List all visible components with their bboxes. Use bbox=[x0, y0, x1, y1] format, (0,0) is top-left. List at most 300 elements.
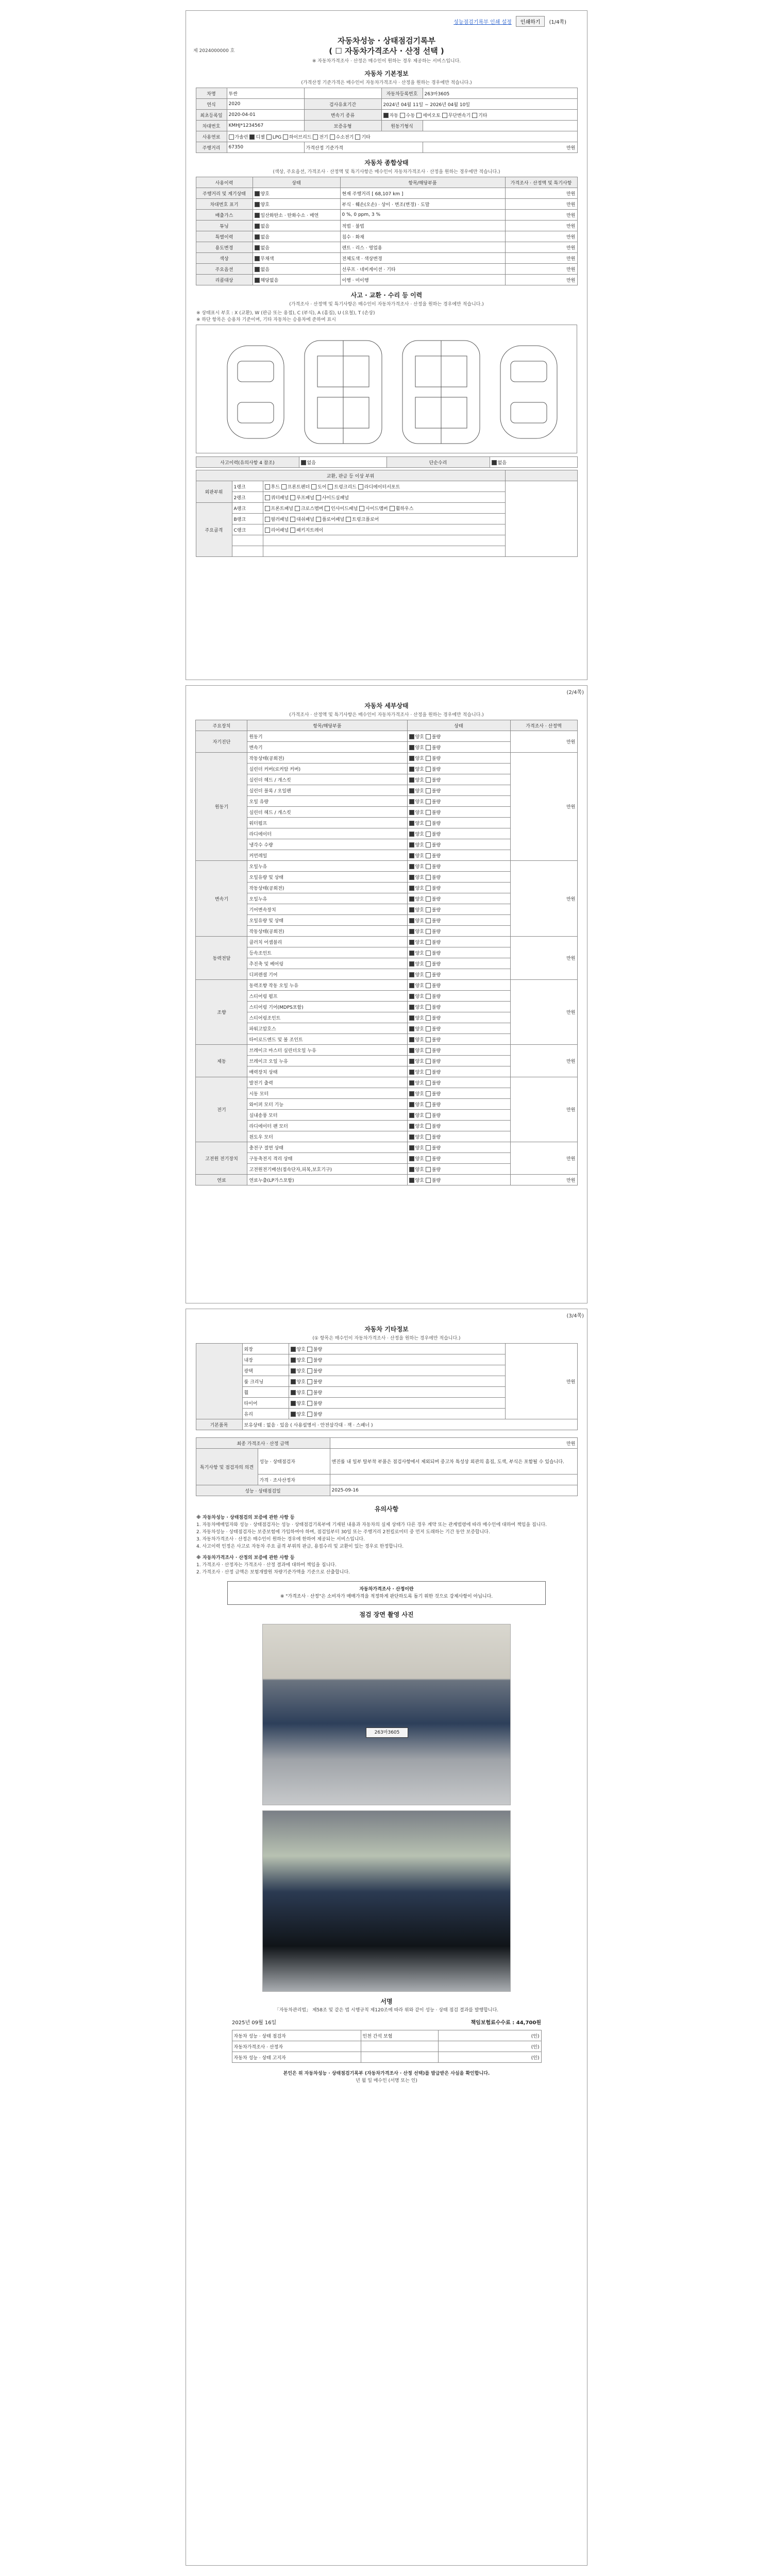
checkbox-icon bbox=[255, 213, 260, 218]
sign-title: 서명 bbox=[380, 1998, 393, 2005]
checkbox-icon bbox=[291, 1358, 296, 1363]
extra-state: 양호 불량 bbox=[289, 1409, 505, 1419]
detail-item: 배력장치 상태 bbox=[247, 1066, 407, 1077]
rank-c-label: C랭크 bbox=[232, 524, 263, 535]
detail-state: 양호 불량 bbox=[407, 1045, 510, 1056]
rank-1-label: 1랭크 bbox=[232, 481, 263, 492]
table-row bbox=[196, 231, 577, 242]
checkbox-icon bbox=[266, 134, 272, 140]
fuel-options: 가솔린 디젤 LPG 하이브리드 전기 수소전기 기타 bbox=[227, 131, 577, 142]
detail-item: 실내송풍 모터 bbox=[247, 1110, 407, 1121]
status-table bbox=[196, 177, 578, 285]
notice-p3: 3. 자동차가격조사 · 산정은 매수인이 원하는 경우에 한하여 제공되는 서비스입니다. bbox=[196, 1537, 365, 1542]
status-state: 없음 bbox=[253, 221, 340, 231]
checkbox-icon bbox=[255, 245, 260, 250]
checkbox-icon bbox=[255, 234, 260, 240]
vin-label: 차대번호 bbox=[196, 121, 227, 131]
detail-item: 충전구 절연 상태 bbox=[247, 1142, 407, 1153]
rank-a-label: A랭크 bbox=[232, 503, 263, 514]
checkbox-icon bbox=[426, 1178, 431, 1183]
checkbox-icon bbox=[409, 842, 414, 848]
detail-state: 양호 불량 bbox=[407, 1088, 510, 1099]
detail-item: 실린더 블록 / 오일팬 bbox=[247, 785, 407, 796]
detail-table bbox=[195, 720, 577, 1185]
checkbox-icon bbox=[426, 745, 431, 750]
detail-state: 양호 불량 bbox=[407, 807, 510, 818]
detail-item: 커먼레일 bbox=[247, 850, 407, 861]
checkbox-icon bbox=[426, 918, 431, 923]
checkbox-icon bbox=[426, 886, 431, 891]
title-line-2: ( ☐ 자동차가격조사 · 산정 선택 ) bbox=[329, 46, 444, 56]
detail-item: 디퍼렌셜 기어 bbox=[247, 969, 407, 980]
extra-item: 외장 bbox=[242, 1344, 289, 1354]
detail-item: 오일유량 및 상태 bbox=[247, 872, 407, 883]
sign-date: 2025년 09월 16일 bbox=[232, 2020, 277, 2026]
status-detail: 전체도색 · 색상변경 bbox=[340, 253, 505, 264]
table-row bbox=[196, 188, 577, 199]
checkbox-icon bbox=[291, 1412, 296, 1417]
checkbox-icon bbox=[291, 1401, 296, 1406]
extra-state: 양호 불량 bbox=[289, 1344, 505, 1354]
extra-item: 유리 bbox=[242, 1409, 289, 1419]
detail-item: 오일유량 및 상태 bbox=[247, 915, 407, 926]
sign-date-row bbox=[232, 2018, 541, 2026]
checkbox-icon bbox=[426, 842, 431, 848]
checkbox-icon bbox=[409, 896, 414, 902]
table-row bbox=[196, 1175, 577, 1185]
status-item: 색상 bbox=[196, 253, 253, 264]
detail-state: 양호 불량 bbox=[407, 926, 510, 937]
rank-a-parts: 프론트패널 크로스멤버 인사이드패널 사이드멤버 휠하우스 bbox=[263, 503, 505, 514]
status-state: 해당없음 bbox=[253, 275, 340, 285]
checkbox-icon bbox=[409, 972, 414, 977]
extra-group bbox=[196, 1344, 242, 1419]
document-note: ※ 자동차가격조사 · 산정은 매수인이 원하는 경우 제공하는 서비스입니다. bbox=[312, 59, 461, 64]
checkbox-icon bbox=[426, 767, 431, 772]
notice-p1: 1. 자동차매매업자와 성능 · 상태점검자는 성능 · 상태점검기록부에 기재된 내용과 자동차의 실제 상태가 다른 경우 계약 또는 관계법령에 따라 매수인에 대하여 책임을 집니다. bbox=[196, 1522, 547, 1528]
year-label: 연식 bbox=[196, 99, 227, 110]
detail-group: 변속기 bbox=[196, 861, 247, 937]
form-number: 제 2024000000 호 bbox=[193, 48, 235, 54]
detail-state: 양호 불량 bbox=[407, 958, 510, 969]
checkbox-icon bbox=[426, 756, 431, 761]
checkbox-icon bbox=[426, 821, 431, 826]
table-row bbox=[196, 275, 577, 285]
page-number: (3/4쪽) bbox=[566, 1313, 584, 1319]
table-row bbox=[196, 720, 577, 731]
detail-item: 구동축전지 격리 상태 bbox=[247, 1153, 407, 1164]
detail-col-price: 가격조사 · 산정액 bbox=[510, 720, 577, 731]
detail-price: 만원 bbox=[510, 861, 577, 937]
checkbox-icon bbox=[409, 1178, 414, 1183]
detail-state: 양호 불량 bbox=[407, 774, 510, 785]
detail-group: 제동 bbox=[196, 1045, 247, 1077]
checkbox-icon bbox=[409, 994, 414, 999]
status-item: 차대번호 표기 bbox=[196, 199, 253, 210]
checkbox-icon bbox=[426, 1124, 431, 1129]
top-toolbar bbox=[453, 16, 566, 27]
page-1 bbox=[186, 10, 587, 680]
detail-item: 타이로드엔드 및 볼 조인트 bbox=[247, 1034, 407, 1045]
detail-state: 양호 불량 bbox=[407, 915, 510, 926]
table-row bbox=[232, 2030, 541, 2041]
checkbox-icon bbox=[291, 1347, 296, 1352]
status-price: 만원 bbox=[505, 275, 577, 285]
detail-state: 양호 불량 bbox=[407, 785, 510, 796]
extra-rows bbox=[196, 1344, 577, 1419]
extra-item: 룸 크리닝 bbox=[242, 1376, 289, 1387]
checkbox-icon bbox=[426, 810, 431, 815]
table-row bbox=[196, 99, 577, 110]
checkbox-icon bbox=[426, 832, 431, 837]
status-price: 만원 bbox=[505, 242, 577, 253]
detail-title: 자동차 세부상태 bbox=[364, 702, 409, 709]
status-col-detail: 항목/해당부품 bbox=[340, 177, 505, 188]
detail-state: 양호 불량 bbox=[407, 1153, 510, 1164]
checkbox-icon bbox=[255, 278, 260, 283]
checkbox-icon bbox=[426, 875, 431, 880]
period-label: 검사유효기간 bbox=[304, 99, 381, 110]
detail-state: 양호 불량 bbox=[407, 883, 510, 893]
mileage-value: 67350 bbox=[227, 142, 304, 153]
detail-price: 만원 bbox=[510, 1045, 577, 1077]
checkbox-icon bbox=[409, 788, 414, 793]
checkbox-icon bbox=[409, 1037, 414, 1042]
checkbox-icon bbox=[313, 134, 318, 140]
accident-note-3: ※ 하단 항목은 승용차 기준이며, 기타 자동차는 승용차에 준하여 표시 bbox=[196, 317, 336, 323]
detail-item: 변속기 bbox=[247, 742, 407, 753]
table-row bbox=[196, 470, 577, 481]
rank-2-parts: 쿼터패널 루프패널 사이드실패널 bbox=[263, 492, 505, 503]
checkbox-icon bbox=[409, 1059, 414, 1064]
status-detail: 선루프 · 네비게이션 · 기타 bbox=[340, 264, 505, 275]
checkbox-icon bbox=[426, 1005, 431, 1010]
detail-item: 발전기 출력 bbox=[247, 1077, 407, 1088]
detail-item: 작동상태(공회전) bbox=[247, 753, 407, 764]
table-row bbox=[196, 88, 577, 99]
detail-state: 양호 불량 bbox=[407, 969, 510, 980]
detail-state: 양호 불량 bbox=[407, 1034, 510, 1045]
car-name-value: 투싼 bbox=[227, 88, 304, 99]
page-3 bbox=[186, 1309, 587, 2566]
status-detail: 0 %, 0 ppm, 3 % bbox=[340, 210, 505, 221]
first-reg-value: 2020-04-01 bbox=[227, 110, 304, 121]
detail-state: 양호 불량 bbox=[407, 937, 510, 947]
checkbox-icon bbox=[426, 896, 431, 902]
table-row bbox=[232, 2052, 541, 2063]
pricer-label: 가격 · 조사산정자 bbox=[258, 1475, 330, 1485]
checkbox-icon bbox=[291, 1368, 296, 1374]
checkbox-icon bbox=[426, 907, 431, 912]
detail-col-main: 주요장치 bbox=[196, 720, 247, 731]
checkbox-icon bbox=[409, 756, 414, 761]
checkbox-icon bbox=[409, 1134, 414, 1140]
checkbox-icon bbox=[426, 951, 431, 956]
status-state: 양호 bbox=[253, 188, 340, 199]
table-row bbox=[196, 121, 577, 131]
checkbox-icon bbox=[409, 1167, 414, 1172]
checkbox-icon bbox=[409, 1080, 414, 1086]
detail-group: 연료 bbox=[196, 1175, 247, 1185]
status-item: 용도변경 bbox=[196, 242, 253, 253]
checkbox-icon bbox=[307, 1412, 312, 1417]
checkbox-icon bbox=[409, 853, 414, 858]
inspector-note: 엔진룸 내 일부 탈부착 부품은 점검사항에서 제외되며 중고차 특성상 외관의 흠집, 도색, 부식은 포함될 수 있습니다. bbox=[330, 1449, 577, 1475]
detail-state: 양호 불량 bbox=[407, 850, 510, 861]
inspector-label: 성능 · 상태점검자 bbox=[258, 1449, 330, 1475]
status-col-item: 사용이력 bbox=[196, 177, 253, 188]
detail-item: 실린더 커버(로커암 커버) bbox=[247, 764, 407, 774]
detail-state: 양호 불량 bbox=[407, 980, 510, 991]
status-state: 무채색 bbox=[253, 253, 340, 264]
checkbox-icon bbox=[409, 799, 414, 804]
checkbox-icon bbox=[409, 951, 414, 956]
sign-seller: 자동차 성능 · 상태 고지자 bbox=[232, 2052, 361, 2063]
checkbox-icon bbox=[409, 940, 414, 945]
checkbox-icon bbox=[426, 983, 431, 988]
table-row bbox=[196, 264, 577, 275]
outer-panel-label: 외판부위 bbox=[196, 481, 232, 503]
status-note: (색상, 주요옵션, 가격조사 · 산정액 및 특기사항은 매수인이 자동차가격조사 · 산정을 원하는 경우에만 적습니다.) bbox=[273, 170, 500, 175]
basic-info-table bbox=[196, 88, 578, 153]
status-item: 배출가스 bbox=[196, 210, 253, 221]
checkbox-icon bbox=[409, 832, 414, 837]
rank-2-label: 2랭크 bbox=[232, 492, 263, 503]
detail-item: 등속조인트 bbox=[247, 947, 407, 958]
detail-state: 양호 불량 bbox=[407, 1164, 510, 1175]
rank-c-parts: 리어패널 패키지트레이 bbox=[263, 524, 505, 535]
detail-state: 양호 불량 bbox=[407, 1077, 510, 1088]
status-detail: 부식 · 훼손(오손) · 상이 · 변조(변경) · 도말 bbox=[340, 199, 505, 210]
sign-seal: (인) bbox=[438, 2041, 541, 2052]
car-outline-icon bbox=[196, 325, 577, 453]
checkbox-icon bbox=[249, 134, 255, 140]
status-state: 없음 bbox=[253, 264, 340, 275]
accident-history-value: 없음 bbox=[299, 457, 386, 468]
table-row bbox=[196, 177, 577, 188]
print-button[interactable]: 인쇄하기 bbox=[516, 16, 545, 27]
vin-value: KMHJ*1234567 bbox=[227, 121, 304, 131]
checkbox-icon bbox=[492, 460, 497, 465]
checkbox-icon bbox=[472, 113, 477, 118]
sign-seal: (인) bbox=[438, 2052, 541, 2063]
license-plate: 263마3605 bbox=[366, 1727, 408, 1738]
detail-state: 양호 불량 bbox=[407, 1099, 510, 1110]
accident-history-label: 사고이력(유의사항 4 참조) bbox=[196, 457, 299, 468]
checkbox-icon bbox=[291, 1379, 296, 1384]
status-item: 리콜대상 bbox=[196, 275, 253, 285]
table-row bbox=[196, 481, 577, 492]
checkbox-icon bbox=[409, 1026, 414, 1031]
checkbox-icon bbox=[426, 799, 431, 804]
detail-item: 실린더 헤드 / 개스킷 bbox=[247, 807, 407, 818]
accident-title: 사고 · 교환 · 수리 등 이력 bbox=[350, 292, 423, 299]
checkbox-icon bbox=[426, 1091, 431, 1096]
detail-state: 양호 불량 bbox=[407, 764, 510, 774]
checkbox-icon bbox=[409, 1005, 414, 1010]
checkbox-icon bbox=[409, 1113, 414, 1118]
checkbox-icon bbox=[301, 460, 306, 465]
detail-state: 양호 불량 bbox=[407, 828, 510, 839]
status-item: 튜닝 bbox=[196, 221, 253, 231]
checkbox-icon bbox=[307, 1379, 312, 1384]
detail-item: 시동 모터 bbox=[247, 1088, 407, 1099]
status-detail: 현재 주행거리 [ 68,107 km ] bbox=[340, 188, 505, 199]
table-row bbox=[196, 1142, 577, 1153]
price-info-box-title: 자동차가격조사 · 산정이란 bbox=[359, 1587, 414, 1592]
year-value: 2020 bbox=[227, 99, 304, 110]
main-frame-label: 주요골격 bbox=[196, 503, 232, 557]
status-item: 주행거리 및 계기상태 bbox=[196, 188, 253, 199]
detail-price: 만원 bbox=[510, 1175, 577, 1185]
frame-title: 교환, 판금 등 이상 부위 bbox=[196, 470, 505, 481]
detail-item: 작동상태(공회전) bbox=[247, 883, 407, 893]
detail-group: 자기진단 bbox=[196, 731, 247, 753]
checkbox-icon bbox=[426, 1015, 431, 1021]
detail-price: 만원 bbox=[510, 731, 577, 753]
detail-col-state: 상태 bbox=[407, 720, 510, 731]
status-state: 없음 bbox=[253, 231, 340, 242]
detail-state: 양호 불량 bbox=[407, 796, 510, 807]
detail-group: 원동기 bbox=[196, 753, 247, 861]
table-row bbox=[196, 937, 577, 947]
checkbox-icon bbox=[409, 961, 414, 967]
page-2 bbox=[186, 685, 587, 1303]
checkbox-icon bbox=[307, 1347, 312, 1352]
final-price-unit: 만원 bbox=[330, 1438, 577, 1449]
notice-p6: 2. 가격조사 · 산정 금액은 보험개발원 차량기준가액을 기준으로 산출합니다. bbox=[196, 1570, 350, 1575]
notice-p2: 2. 자동차성능 · 상태점검자는 보증보험에 가입하여야 하며, 점검일부터 30일 또는 주행거리 2천킬로미터 중 먼저 도래하는 기간 동안 보증합니다. bbox=[196, 1530, 490, 1535]
rank-b-label: B랭크 bbox=[232, 514, 263, 524]
status-price: 만원 bbox=[505, 231, 577, 242]
fuel-label: 사용연료 bbox=[196, 131, 227, 142]
table-row bbox=[196, 753, 577, 764]
checkbox-icon bbox=[409, 810, 414, 815]
checkbox-icon bbox=[426, 1134, 431, 1140]
detail-group: 동력전달 bbox=[196, 937, 247, 980]
checkbox-icon bbox=[255, 267, 260, 272]
print-settings-link[interactable]: 성능점검기록부 인쇄 설정 bbox=[453, 20, 512, 25]
status-state: 일산화탄소 · 탄화수소 · 매연 bbox=[253, 210, 340, 221]
checkbox-icon bbox=[409, 983, 414, 988]
checkbox-icon bbox=[409, 1145, 414, 1150]
extra-item: 내장 bbox=[242, 1354, 289, 1365]
table-row bbox=[196, 199, 577, 210]
detail-state: 양호 불량 bbox=[407, 1175, 510, 1185]
checkbox-icon bbox=[409, 745, 414, 750]
final-price-title: 최종 가격조사 · 산정 금액 bbox=[196, 1438, 330, 1449]
checkbox-icon bbox=[426, 777, 431, 783]
detail-state: 양호 불량 bbox=[407, 1002, 510, 1012]
checkbox-icon bbox=[255, 202, 260, 207]
table-row bbox=[196, 110, 577, 121]
checkbox-icon bbox=[426, 1070, 431, 1075]
detail-item: 라디에이터 팬 모터 bbox=[247, 1121, 407, 1131]
period-value: 2024년 04월 11일 ~ 2026년 04월 10일 bbox=[381, 99, 577, 110]
warranty-label: 보증유형 bbox=[304, 121, 381, 131]
detail-item: 라디에이터 bbox=[247, 828, 407, 839]
checkbox-icon bbox=[426, 1048, 431, 1053]
detail-state: 양호 불량 bbox=[407, 1066, 510, 1077]
checkbox-icon bbox=[307, 1390, 312, 1395]
checkbox-icon bbox=[426, 864, 431, 869]
detail-item: 오일누유 bbox=[247, 893, 407, 904]
checkbox-icon bbox=[409, 1015, 414, 1021]
frame-parts-table bbox=[196, 470, 578, 557]
engine-label: 원동기형식 bbox=[381, 121, 423, 131]
status-price: 만원 bbox=[505, 210, 577, 221]
sign-law: 「자동차관리법」 제58조 및 같은 법 시행규칙 제120조에 따라 위와 같이 성능 · 상태 점검 결과를 발행합니다. bbox=[274, 2008, 499, 2013]
document-title bbox=[186, 36, 587, 56]
table-row bbox=[196, 142, 577, 153]
rank-b-parts: 필러패널 대쉬패널 플로어패널 트렁크플로어 bbox=[263, 514, 505, 524]
checkbox-icon bbox=[283, 134, 288, 140]
car-diagram bbox=[196, 325, 577, 453]
checkbox-icon bbox=[409, 734, 414, 739]
inspection-date-label: 성능 · 상태점검일 bbox=[196, 1485, 330, 1496]
inspector-opinion-label: 특기사항 및 점검자의 의견 bbox=[196, 1449, 258, 1485]
base-price-unit: 만원 bbox=[423, 142, 577, 153]
detail-state: 양호 불량 bbox=[407, 1056, 510, 1066]
status-price: 만원 bbox=[505, 253, 577, 264]
sign-inspector: 자동차 성능 · 상태 점검자 bbox=[232, 2030, 361, 2041]
table-row bbox=[196, 980, 577, 991]
status-detail: 적법 · 불법 bbox=[340, 221, 505, 231]
opinion-table bbox=[196, 1437, 578, 1496]
basic-items-label: 기본품목 bbox=[196, 1419, 242, 1430]
page-number: (1/4쪽) bbox=[549, 20, 566, 25]
checkbox-icon bbox=[307, 1358, 312, 1363]
detail-note: (가격조사 · 산정액 및 특기사항은 매수인이 자동차가격조사 · 산정을 원하는 경우에만 적습니다.) bbox=[289, 713, 484, 718]
checkbox-icon bbox=[255, 224, 260, 229]
status-state: 양호 bbox=[253, 199, 340, 210]
status-state: 없음 bbox=[253, 242, 340, 253]
checkbox-icon bbox=[426, 1102, 431, 1107]
checkbox-icon bbox=[291, 1390, 296, 1395]
detail-item: 연료누출(LP가스포함) bbox=[247, 1175, 407, 1185]
checkbox-icon bbox=[426, 994, 431, 999]
detail-price: 만원 bbox=[510, 753, 577, 861]
checkbox-icon bbox=[409, 864, 414, 869]
detail-item: 고전원전기배선(접속단자,피복,보호기구) bbox=[247, 1164, 407, 1175]
detail-price: 만원 bbox=[510, 980, 577, 1045]
status-col-price: 가격조사 · 산정액 및 특기사항 bbox=[505, 177, 577, 188]
detail-item: 파워고압호스 bbox=[247, 1023, 407, 1034]
photos-title: 점검 장면 촬영 사진 bbox=[359, 1611, 414, 1618]
simple-repair-value: 없음 bbox=[490, 457, 577, 468]
notice-title: 유의사항 bbox=[374, 1505, 399, 1513]
sign-pricer: 자동차가격조사 · 산정자 bbox=[232, 2041, 361, 2052]
table-row bbox=[196, 210, 577, 221]
detail-state: 양호 불량 bbox=[407, 753, 510, 764]
detail-item: 원동기 bbox=[247, 731, 407, 742]
car-no-value: 263마3605 bbox=[423, 88, 577, 99]
price-info-box-text: ※ "가격조사 · 산정"은 소비자가 매매가격을 적정하게 판단하도록 돕기 위한 것으로 강제사항이 아닙니다. bbox=[280, 1594, 493, 1599]
detail-state: 양호 불량 bbox=[407, 872, 510, 883]
detail-item: 워터펌프 bbox=[247, 818, 407, 828]
notice-sub-2: ※ 자동차가격조사 · 산정의 보증에 관한 사항 등 bbox=[196, 1555, 295, 1561]
car-name-label: 차명 bbox=[196, 88, 227, 99]
table-row bbox=[196, 861, 577, 872]
checkbox-icon bbox=[426, 734, 431, 739]
checkbox-icon bbox=[409, 918, 414, 923]
status-item: 주요옵션 bbox=[196, 264, 253, 275]
checkbox-icon bbox=[255, 256, 260, 261]
sign-fee: 책임보험료수수료 : 44,700원 bbox=[470, 2020, 541, 2026]
detail-price: 만원 bbox=[510, 937, 577, 980]
notice-p5: 1. 가격조사 · 산정자는 가격조사 · 산정 결과에 대하여 책임을 집니다. bbox=[196, 1563, 337, 1568]
checkbox-icon bbox=[426, 1167, 431, 1172]
